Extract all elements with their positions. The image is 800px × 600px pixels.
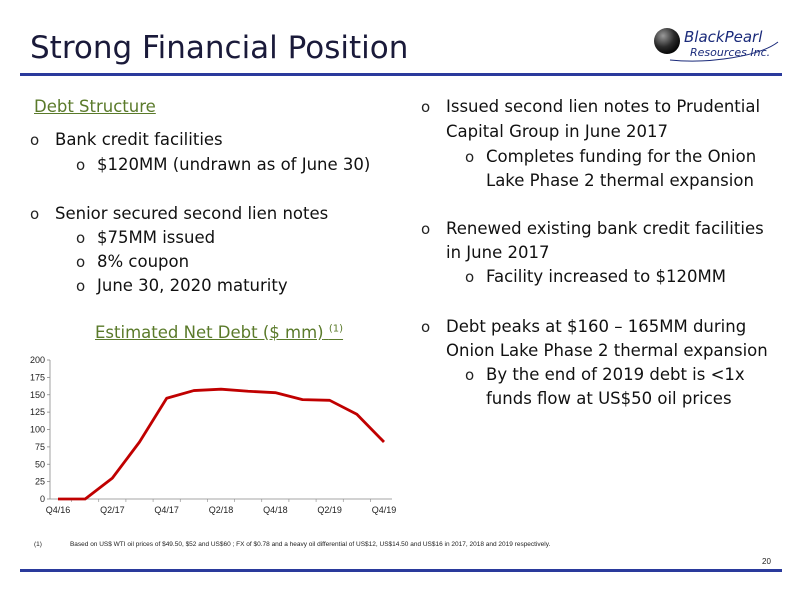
bullet-debt-peaks-line2: Onion Lake Phase 2 thermal expansion: [446, 341, 768, 360]
x-tick-label: Q2/19: [317, 505, 342, 515]
bullet-debt-peaks-line1: Debt peaks at $160 – 165MM during: [446, 317, 747, 336]
chart-title-footnote-ref: (1): [328, 323, 344, 335]
sub-bullet-marker: o: [76, 253, 86, 271]
y-tick-label: 150: [29, 389, 45, 400]
x-tick-label: Q2/17: [100, 505, 125, 515]
sub-bullet-end-2019-line1: By the end of 2019 debt is <1x: [486, 365, 745, 384]
bullet-prudential-line2: Capital Group in June 2017: [446, 122, 669, 141]
bullet-bank-credit: Bank credit facilities: [55, 130, 223, 149]
chart-title: [95, 323, 343, 342]
bullet-marker: o: [421, 220, 431, 238]
footer-divider: [20, 569, 782, 572]
sub-bullet-75mm: $75MM issued: [97, 228, 216, 247]
y-tick-label: 125: [29, 407, 45, 418]
page-number: 20: [762, 557, 771, 566]
sub-bullet-marker: o: [76, 156, 86, 174]
bullet-prudential-line1: Issued second lien notes to Prudential: [446, 97, 761, 116]
y-tick-label: 75: [34, 441, 45, 452]
bullet-marker: o: [421, 98, 431, 116]
logo-pearl-icon: [654, 28, 680, 54]
x-tick-label: Q4/19: [371, 505, 397, 515]
bullet-renewed-line2: in June 2017: [446, 243, 550, 262]
title-divider: [20, 73, 782, 76]
sub-bullet-maturity: June 30, 2020 maturity: [97, 276, 288, 295]
net-debt-series-line: [58, 389, 384, 499]
sub-bullet-marker: o: [465, 366, 475, 384]
sub-bullet-marker: o: [465, 268, 475, 286]
logo-subname: Resources Inc.: [690, 46, 771, 59]
bullet-renewed-line1: Renewed existing bank credit facilities: [446, 219, 764, 238]
footnote-marker: (1): [34, 541, 42, 548]
sub-bullet-marker: o: [76, 277, 86, 295]
y-tick-label: 175: [29, 372, 45, 383]
sub-bullet-onion-line1: Completes funding for the Onion: [486, 147, 757, 166]
sub-bullet-marker: o: [76, 229, 86, 247]
logo-name: BlackPearl: [684, 28, 763, 46]
y-tick-label: 100: [29, 424, 45, 435]
chart-title-text: Estimated Net Debt ($ mm): [95, 323, 324, 342]
slide-title: Strong Financial Position: [30, 30, 409, 66]
net-debt-chart: [20, 350, 400, 522]
x-tick-label: Q4/16: [45, 505, 71, 515]
x-tick-label: Q4/18: [263, 505, 288, 515]
x-tick-label: Q4/17: [154, 505, 179, 515]
x-tick-label: Q2/18: [208, 505, 234, 515]
sub-bullet-marker: o: [465, 148, 475, 166]
y-tick-label: 50: [34, 459, 45, 470]
bullet-marker: o: [30, 131, 40, 149]
debt-structure-heading: Debt Structure: [34, 97, 156, 116]
company-logo: [650, 22, 780, 68]
sub-bullet-120mm: $120MM (undrawn as of June 30): [97, 155, 371, 174]
bullet-marker: o: [30, 205, 40, 223]
y-tick-label: 25: [34, 476, 45, 487]
sub-bullet-facility: Facility increased to $120MM: [486, 267, 726, 286]
footnote-text: Based on US$ WTI oil prices of $49.50, $52 and US$60 ; FX of $0.78 and a heavy oil differential of US$12, US$14.50 and US$16 in 2017, 2018 and 2019 respectively.: [69, 541, 551, 548]
sub-bullet-end-2019-line2: funds flow at US$50 oil prices: [486, 389, 732, 408]
y-tick-label: 200: [29, 355, 45, 365]
bullet-second-lien: Senior secured second lien notes: [55, 204, 329, 223]
y-tick-label: 0: [39, 494, 45, 504]
bullet-marker: o: [421, 318, 431, 336]
sub-bullet-coupon: 8% coupon: [97, 252, 190, 271]
sub-bullet-onion-line2: Lake Phase 2 thermal expansion: [486, 171, 754, 190]
footnote: [34, 541, 550, 548]
